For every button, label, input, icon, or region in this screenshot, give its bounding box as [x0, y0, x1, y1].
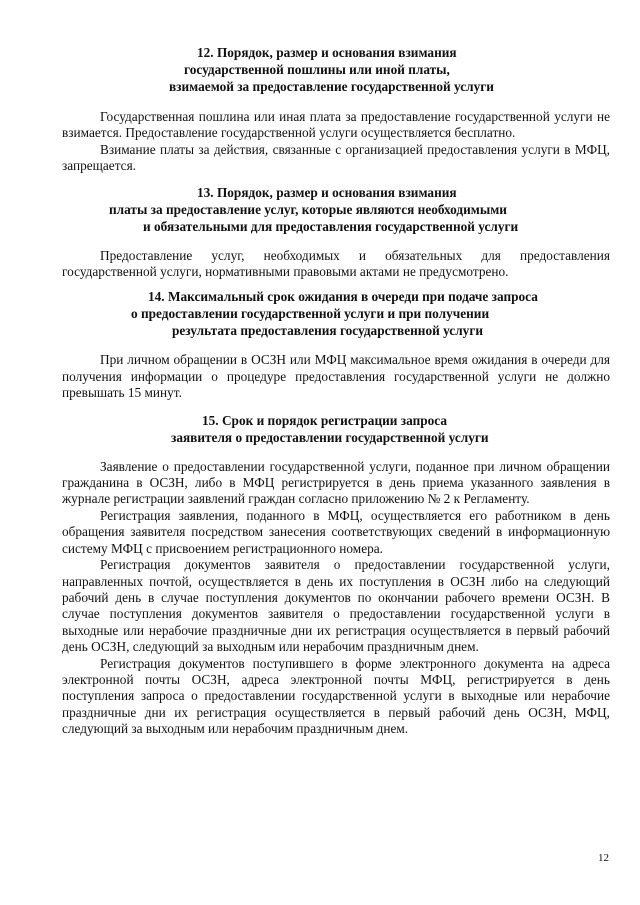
paragraph: Заявление о предоставлении государственной услуги, поданное при личном обращении гражданина в ОСЗН, либо в МФЦ регистрируется в день приема указанного заявления в журнале регистрации заявлений граждан согласно приложению № 2 к Регламенту. — [62, 458, 610, 507]
heading-line: 12. Порядок, размер и основания взимания — [197, 45, 457, 60]
heading-line: платы за предоставление услуг, которые являются необходимыми — [109, 201, 507, 217]
paragraph: Регистрация документов заявителя о предоставлении государственной услуги, направленных почтой, осуществляется в день их поступления в ОСЗН либо на следующий рабочий день в случае поступления документов по окончании рабочего времени ОСЗН. В случае поступления документов заявителя о предоставлении государственной услуги в выходные или нерабочие праздничные дни их регистрация осуществляется в первый рабочий день ОСЗН, следующий за выходным или нерабочим праздничным днем. — [62, 557, 610, 655]
heading-line: государственной пошлины или иной платы, — [184, 62, 450, 77]
paragraph: Государственная пошлина или иная плата за предоставление государственной услуги не взимается. Предоставление государственной услуги осуществляется бесплатно. — [62, 109, 610, 141]
page-number: 12 — [598, 852, 609, 864]
heading-line: о предоставлении государственной услуги и при получении — [131, 306, 490, 322]
paragraph: Взимание платы за действия, связанные с организацией предоставления услуги в МФЦ, запрещается. — [62, 141, 610, 174]
paragraph: При личном обращении в ОСЗН или МФЦ максимальное время ожидания в очереди для получения информации о процедуре предоставления государственной услуги не должно превышать 15 минут. — [62, 352, 610, 401]
paragraph: Регистрация документов поступившего в форме электронного документа на адреса электронной почты ОСЗН, адреса электронной почты МФЦ, регистрируется в день поступления запроса о предоставлении государственной услуги в выходные или нерабочие праздничные дни их регистрация осуществляется в первый рабочий день ОСЗН, МФЦ, следующий за выходным или нерабочим праздничным днем. — [62, 655, 610, 737]
paragraph: Предоставление услуг, необходимых и обязательных для предоставления государственной услуги, нормативными правовыми актами не предусмотрено. — [62, 247, 610, 280]
heading-line: результата предоставления государственной услуги — [172, 323, 484, 339]
section-12-heading — [169, 44, 610, 95]
document-page — [62, 44, 610, 738]
heading-line: 14. Максимальный срок ожидания в очереди при подаче запроса — [148, 289, 538, 305]
heading-line: взимаемой за предоставление государственной услуги — [169, 79, 494, 94]
heading-line: 13. Порядок, размер и основания взимания — [197, 184, 457, 200]
paragraph: Регистрация заявления, поданного в МФЦ, осуществляется его работником в день обращения заявителя посредством занесения соответствующих сведений в информационную систему МФЦ с присвоением регистрационного номера. — [62, 507, 610, 556]
section-15-heading — [171, 412, 610, 446]
section-13-heading — [109, 184, 610, 235]
heading-line: заявителя о предоставлении государственной услуги — [171, 429, 489, 445]
section-14-heading — [131, 288, 610, 339]
heading-line: 15. Срок и порядок регистрации запроса — [202, 412, 447, 428]
heading-line: и обязательными для предоставления государственной услуги — [143, 218, 519, 234]
